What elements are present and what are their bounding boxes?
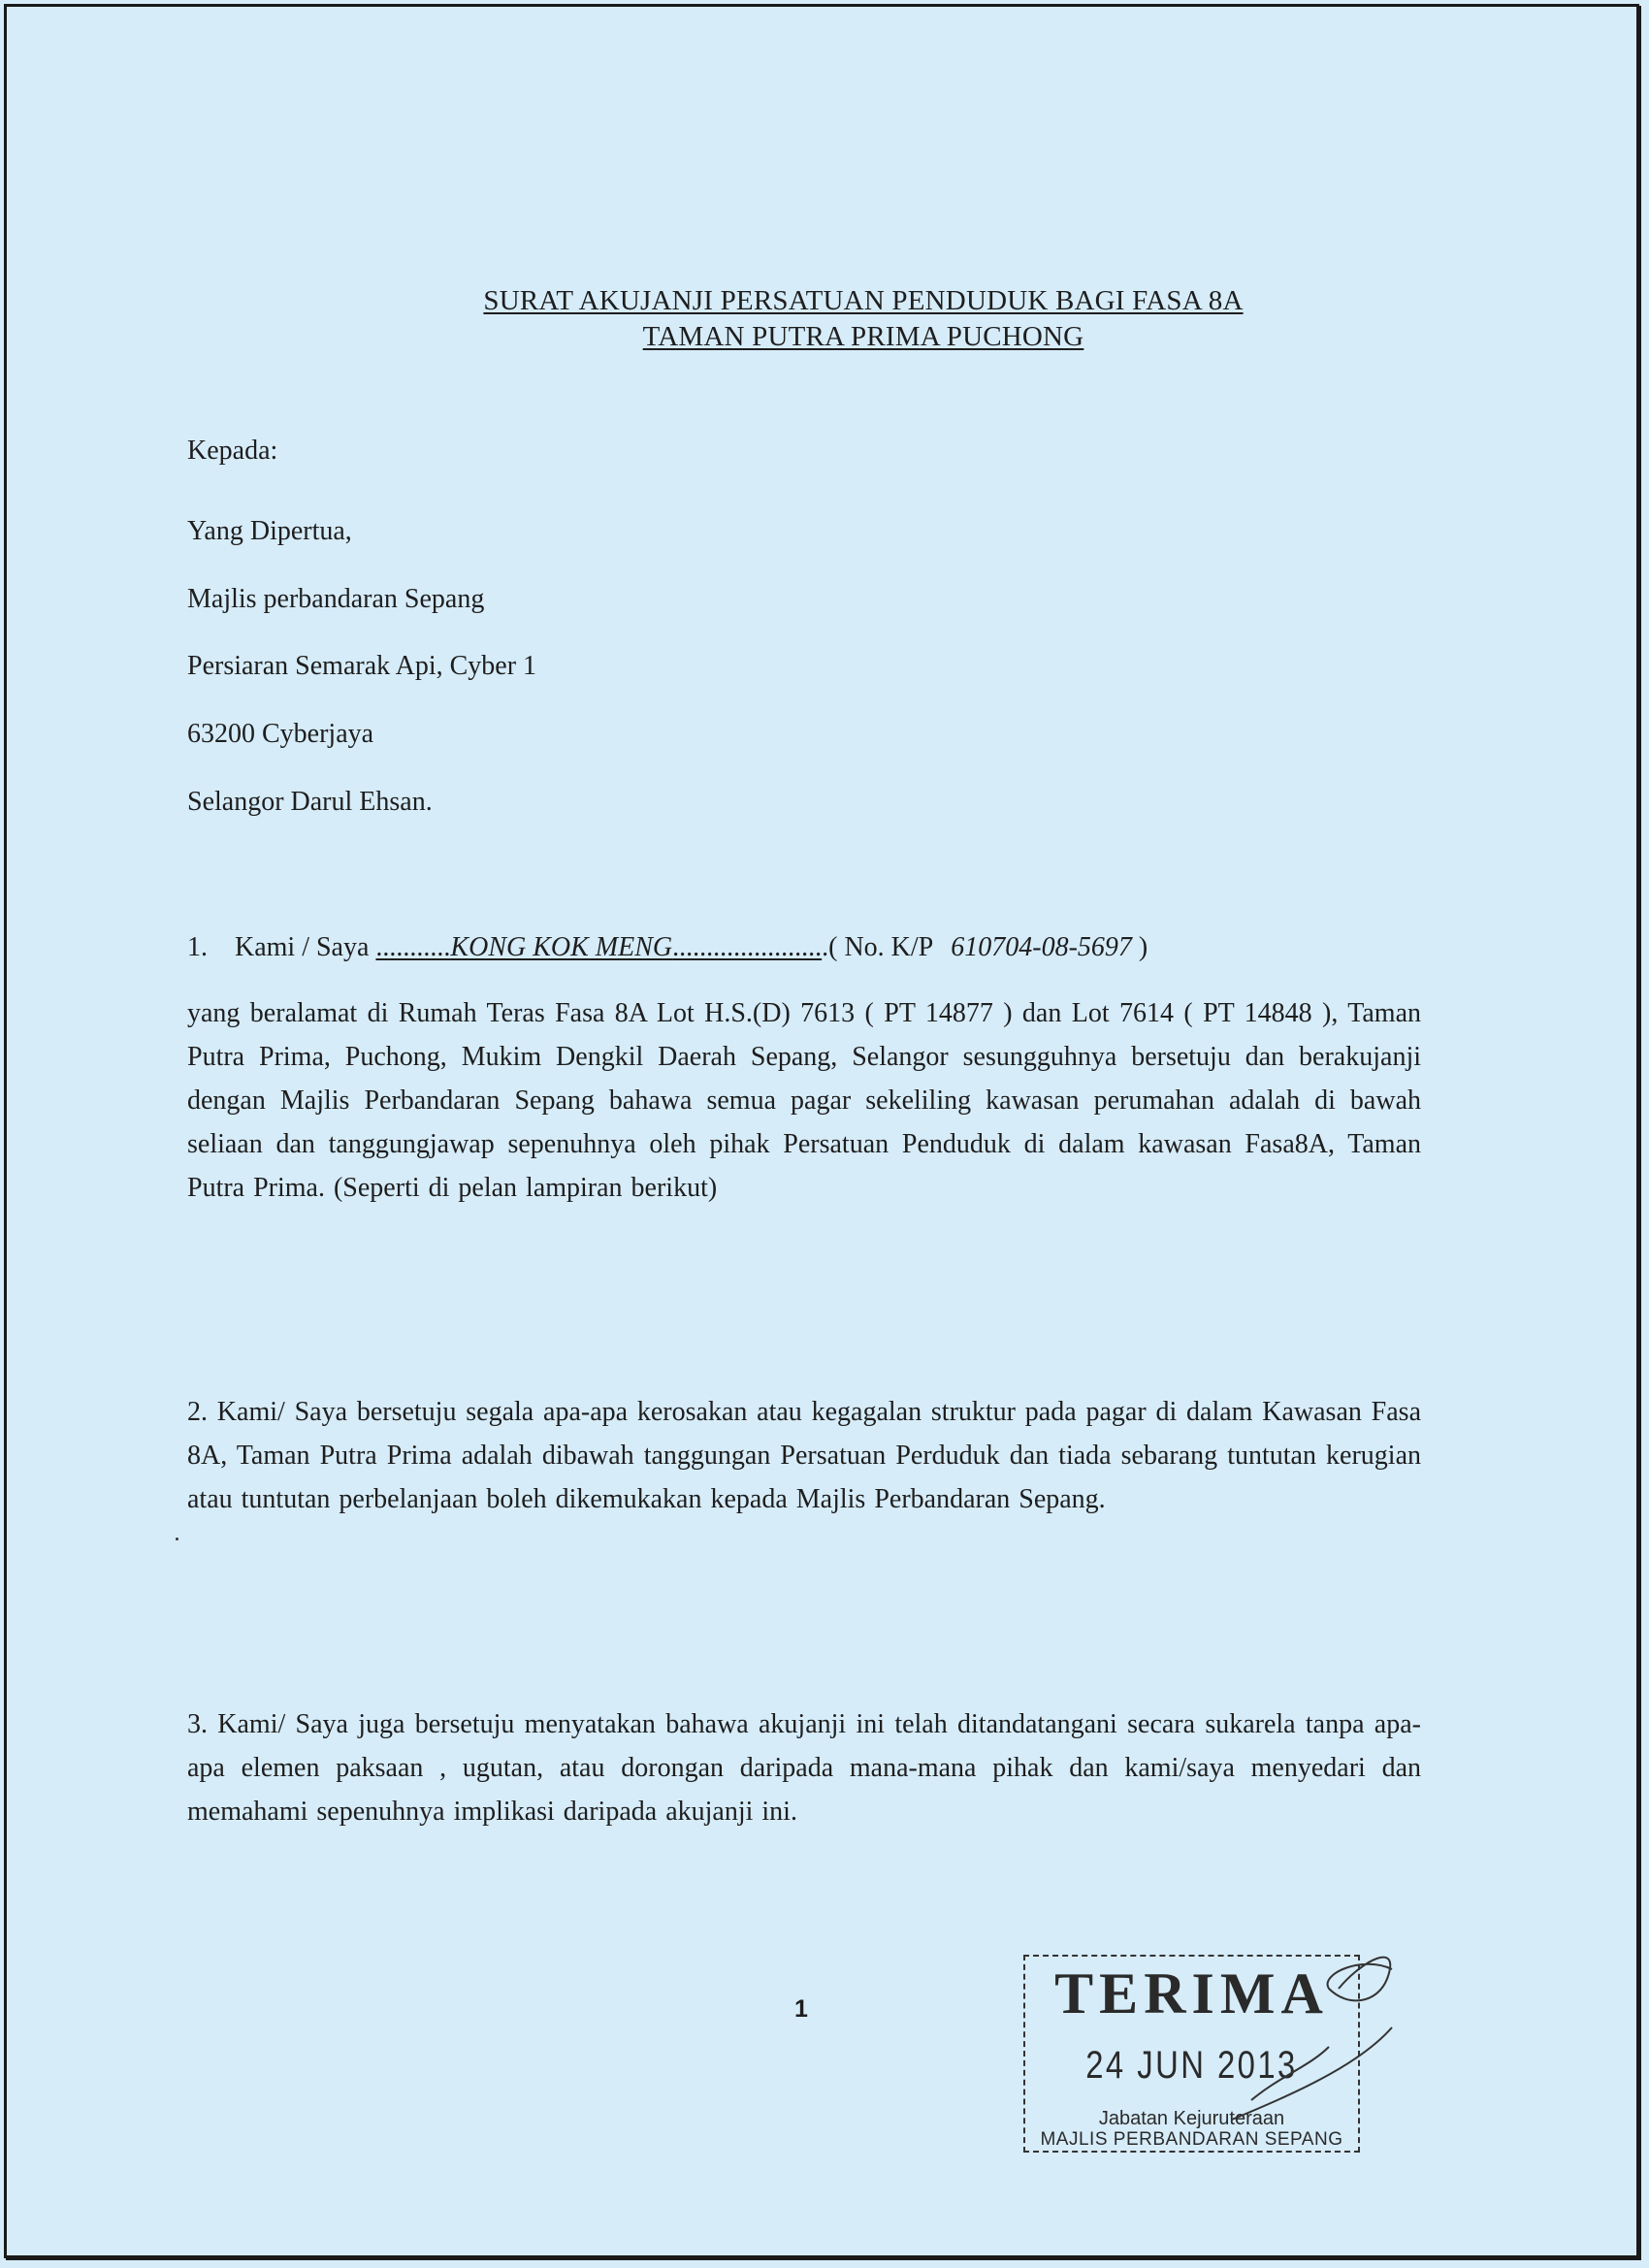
paragraph-1: yang beralamat di Rumah Teras Fasa 8A Lot H.S.(D) 7613 ( PT 14877 ) dan Lot 7614 ( PT 14848 ), Taman Putra Prima, Puchong, Mukim Dengkil Daerah Sepang, Selangor sesungguhnya bersetuju dan berakujanji dengan Majlis Perbandaran Sepang bahawa semua pagar sekeliling kawasan perumahan adalah di bawah seliaan dan tanggungjawap sepenuhnya oleh pihak Persatuan Penduduk di dalam kawasan Fasa8A, Taman Putra Prima. (Seperti di pelan lampiran berikut) — [187, 998, 1421, 1203]
stamp-organization: MAJLIS PERBANDARAN SEPANG — [1040, 2129, 1343, 2150]
address-line: Yang Dipertua, — [187, 516, 352, 546]
paragraph-3: 3. Kami/ Saya juga bersetuju menyatakan bahawa akujanji ini telah ditandatangani secara sukarela tanpa apa-apa elemen paksaan , ugutan, atau dorongan daripada mana-mana pihak dan kami/saya menyedari dan memahami sepenuhnya implikasi daripada akujanji ini. — [187, 1709, 1421, 1827]
address-line: Selangor Darul Ehsan. — [187, 787, 433, 817]
declaration-line: 1. Kami / Saya ...........KONG KOK MENG.......................( No. K/P 610704-08-5697 ) — [187, 932, 1148, 962]
address-line: Majlis perbandaran Sepang — [187, 584, 485, 614]
stamp-date: 24 JUN 2013 — [1085, 2044, 1298, 2087]
page-number: 1 — [794, 1995, 808, 2023]
document-title-line2: TAMAN PUTRA PRIMA PUCHONG — [642, 321, 1084, 352]
ic-number: 610704-08-5697 — [951, 932, 1132, 962]
paragraph-2: 2. Kami/ Saya bersetuju segala apa-apa kerosakan atau kegagalan struktur pada pagar di dalam Kawasan Fasa 8A, Taman Putra Prima adalah dibawah tanggungan Persatuan Perduduk dan tiada sebarang tuntutan kerugian atau tuntutan perbelanjaan boleh dikemukakan kepada Majlis Perbandaran Sepang. — [187, 1397, 1421, 1514]
declarant-name: KONG KOK MENG — [450, 932, 673, 962]
address-line: Persiaran Semarak Api, Cyber 1 — [187, 651, 537, 681]
scan-speck — [176, 1538, 178, 1540]
address-salutation: Kepada: — [187, 436, 278, 466]
stamp-heading: TERIMA — [1054, 1961, 1329, 2025]
clause-number: 1. — [187, 932, 208, 962]
document-title-line1: SURAT AKUJANJI PERSATUAN PENDUDUK BAGI FASA 8A — [483, 285, 1244, 316]
address-line: 63200 Cyberjaya — [187, 719, 374, 749]
declaration-lead: Kami / Saya — [235, 932, 370, 962]
name-field: ...........KONG KOK MENG...................... — [375, 932, 823, 962]
stamp-department: Jabatan Kejuruteraan — [1098, 2108, 1285, 2129]
ic-label: .( No. K/P — [822, 932, 934, 962]
received-stamp — [1023, 1955, 1360, 2153]
